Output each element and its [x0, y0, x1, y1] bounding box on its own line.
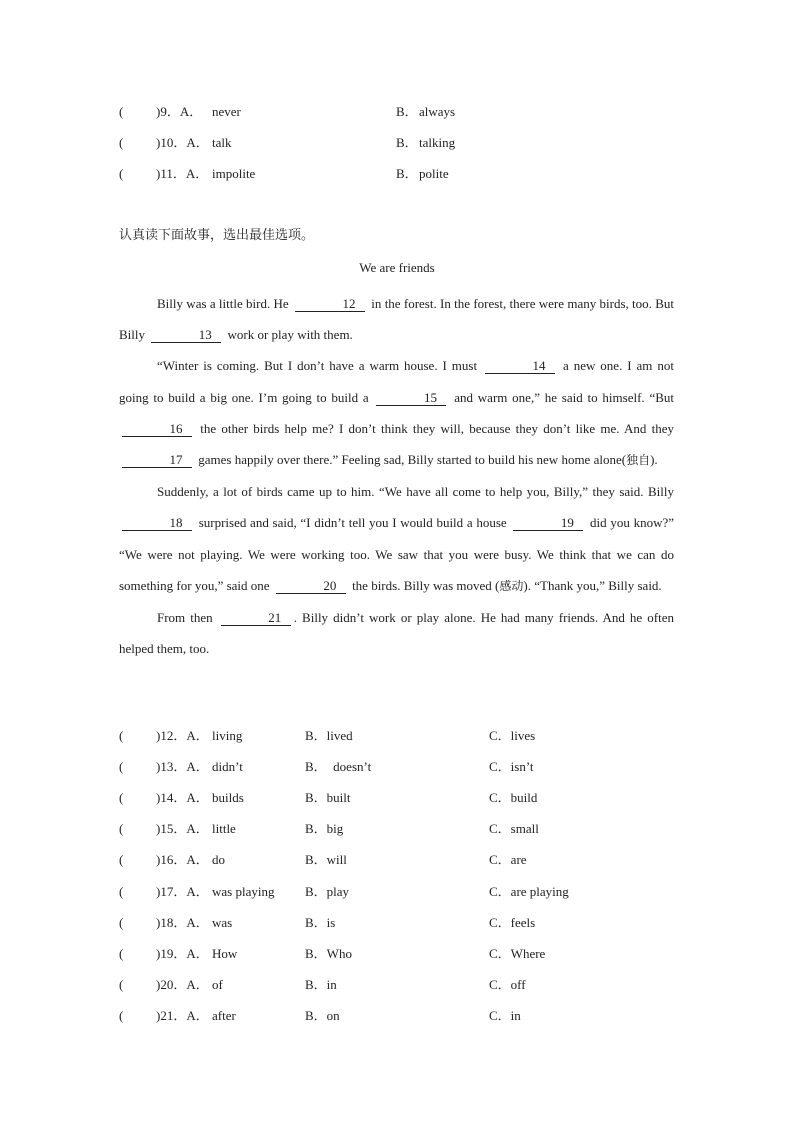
question-number: )12．A． [156, 728, 209, 743]
option-a: talk [212, 135, 232, 150]
passage-text: games happily over there.” Feeling sad, Billy started to build his new home alone( [195, 452, 627, 468]
option-b-label: B． [396, 135, 418, 150]
chinese-gloss: 独自 [626, 453, 651, 468]
blank-20: 20 [276, 578, 346, 594]
option-a: after [212, 1008, 236, 1023]
answer-paren: ( [119, 759, 124, 774]
passage-text: and warm one,” he said to himself. “But [449, 389, 674, 405]
question-row-19 [119, 944, 679, 964]
question-number: )9．A． [156, 104, 203, 119]
option-a: never [212, 104, 241, 119]
option-b: B．is [305, 915, 336, 930]
option-a: little [212, 821, 236, 836]
option-c: C．off [489, 977, 526, 992]
option-b: B．in [305, 977, 337, 992]
option-c: C．are [489, 852, 527, 867]
question-number: )16．A． [156, 852, 209, 867]
option-a: impolite [212, 166, 256, 181]
question-row-15 [119, 819, 679, 839]
question-row-9 [119, 102, 679, 122]
question-number: )17．A． [156, 884, 209, 899]
option-c: C．in [489, 1008, 521, 1023]
section-instruction: 认真读下面故事，选出最佳选项。 [119, 228, 315, 243]
question-row-18 [119, 913, 679, 933]
answer-paren: ( [119, 104, 124, 119]
question-number: )10．A． [156, 135, 209, 150]
passage-text: a new one. I am not going to build a big one. I’m going to build a [119, 358, 674, 405]
blank-17: 17 [122, 452, 192, 468]
passage-text: Billy was a little bird. He [157, 296, 292, 311]
answer-paren: ( [119, 946, 124, 961]
answer-paren: ( [119, 1008, 124, 1023]
passage-text: . Billy didn’t work or play alone. He had many friends. And he often helped them, too. [119, 610, 674, 657]
option-a: didn’t [212, 759, 243, 774]
answer-paren: ( [119, 821, 124, 836]
option-a: was [212, 915, 233, 930]
option-b: talking [419, 135, 456, 150]
question-row-20 [119, 975, 679, 995]
option-c: C．Where [489, 946, 546, 961]
answer-paren: ( [119, 977, 124, 992]
answer-paren: ( [119, 790, 124, 805]
question-number: )18．A． [156, 915, 209, 930]
passage-text: ). [650, 452, 658, 468]
question-number: )20．A． [156, 977, 209, 992]
option-b: B．on [305, 1008, 340, 1023]
passage-text: the birds. Billy was moved ( [348, 577, 500, 593]
option-b-label: B． [396, 104, 418, 119]
option-b: B．lived [305, 728, 353, 743]
passage-text: Suddenly, a lot of birds came up to him. “We have all come to help you, Billy,” they said. Billy [157, 484, 674, 500]
passage-text: From then [157, 610, 218, 626]
option-b: polite [419, 166, 449, 181]
question-number: )21．A． [156, 1008, 209, 1023]
passage-paragraph-3 [119, 476, 674, 602]
question-number: )19．A． [156, 946, 209, 961]
blank-18: 18 [122, 515, 192, 531]
answer-paren: ( [119, 884, 124, 899]
option-c: C．are playing [489, 884, 569, 899]
option-b: B．big [305, 821, 344, 836]
option-a: living [212, 728, 243, 743]
option-a: do [212, 852, 225, 867]
question-row-11 [119, 164, 679, 184]
option-a: was playing [212, 884, 275, 899]
question-number: )15．A． [156, 821, 209, 836]
question-row-16 [119, 850, 679, 870]
passage-text: the other birds help me? I don’t think they will, because they don’t like me. And they [195, 420, 674, 436]
option-b: always [419, 104, 456, 119]
option-c: C．feels [489, 915, 536, 930]
answer-paren: ( [119, 135, 124, 150]
question-number: )13．A． [156, 759, 209, 774]
passage-text: surprised and said, “I didn’t tell you I would build a house [195, 515, 511, 531]
passage-paragraph-2 [119, 350, 674, 476]
answer-paren: ( [119, 166, 124, 181]
option-b: B．will [305, 852, 347, 867]
option-c: C．small [489, 821, 539, 836]
passage-text: work or play with them. [224, 327, 353, 343]
question-row-14 [119, 788, 679, 808]
blank-16: 16 [122, 421, 192, 437]
question-row-13 [119, 757, 679, 777]
question-row-17 [119, 882, 679, 902]
blank-21: 21 [221, 610, 291, 626]
option-b: B．play [305, 884, 350, 899]
option-b: B．built [305, 790, 351, 805]
question-row-12 [119, 726, 679, 746]
passage [119, 288, 674, 664]
option-c: C．lives [489, 728, 536, 743]
answer-paren: ( [119, 728, 124, 743]
question-row-10 [119, 133, 679, 153]
option-a: How [212, 946, 238, 961]
blank-15: 15 [376, 390, 446, 406]
passage-title: We are friends [359, 260, 435, 275]
passage-text: ). “Thank you,” Billy said. [523, 577, 662, 593]
passage-paragraph-4 [119, 602, 674, 664]
passage-text: in the forest. In the forest, there were many birds, too. But Billy [119, 296, 675, 343]
blank-12: 12 [295, 296, 365, 312]
answer-paren: ( [119, 915, 124, 930]
option-a: of [212, 977, 223, 992]
option-c: C．build [489, 790, 538, 805]
blank-14: 14 [485, 358, 555, 374]
option-b: B．Who [305, 946, 352, 961]
option-c: C．isn’t [489, 759, 534, 774]
chinese-gloss: 感动 [499, 578, 524, 593]
blank-19: 19 [513, 515, 583, 531]
question-number: )11．A． [156, 166, 209, 181]
passage-paragraph-1 [119, 288, 674, 350]
passage-text: “Winter is coming. But I don’t have a warm house. I must [157, 358, 483, 374]
option-b: B． doesn’t [305, 759, 372, 774]
question-number: )14．A． [156, 790, 209, 805]
question-row-21 [119, 1006, 679, 1026]
option-a: builds [212, 790, 244, 805]
answer-paren: ( [119, 852, 124, 867]
passage-text: did you know?” “We were not playing. We were working too. We saw that you were busy. We think that we can do something for you,” said one [119, 515, 674, 593]
option-b-label: B． [396, 166, 418, 181]
blank-13: 13 [151, 327, 221, 343]
